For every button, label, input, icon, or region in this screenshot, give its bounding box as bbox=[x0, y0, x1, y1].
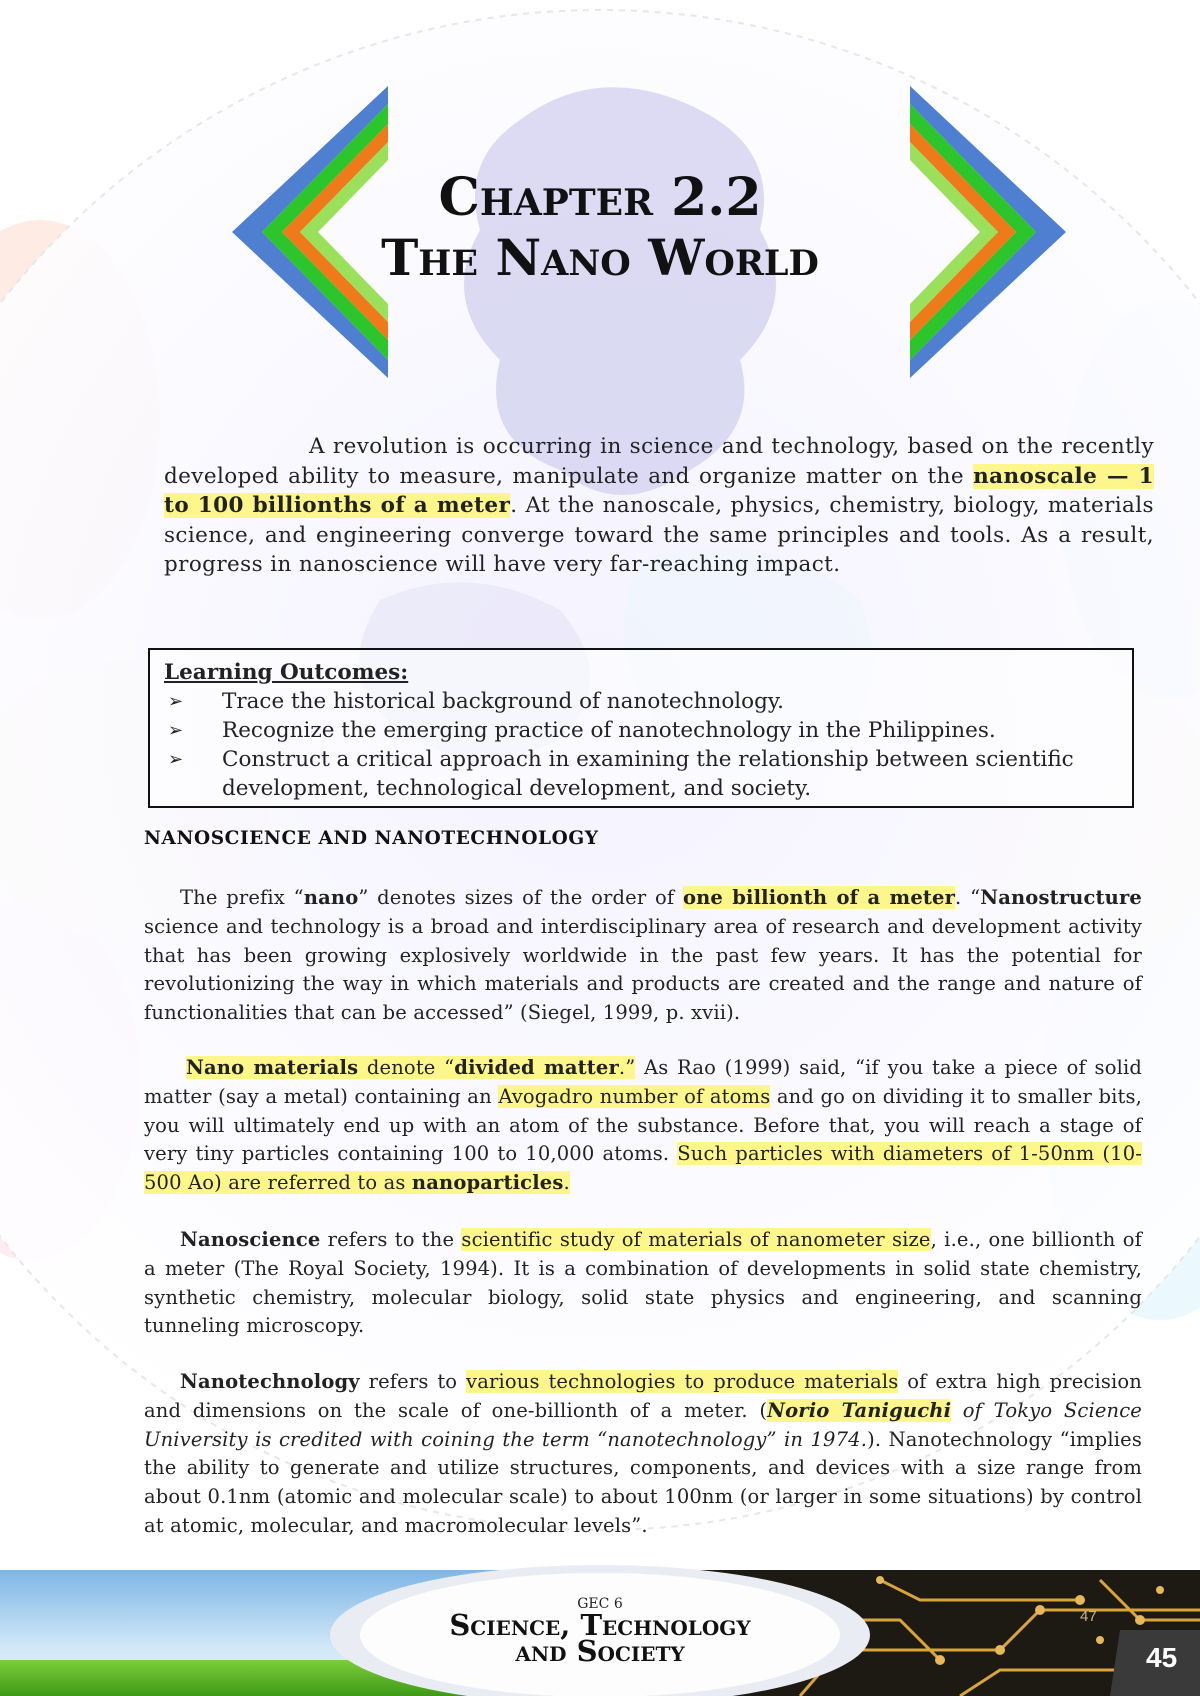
section-heading: NANOSCIENCE AND NANOTECHNOLOGY bbox=[144, 828, 599, 849]
faded-page-number: 47 bbox=[1080, 1608, 1097, 1625]
list-item: ➢ Trace the historical background of nanotechnology. bbox=[168, 689, 785, 714]
learning-outcomes-box bbox=[148, 648, 1134, 808]
paragraph-nano-materials: Nano materials denote “divided matter.” As Rao (1999) said, “if you take a piece of solid matter (say a metal) containing an Avogadro number of atoms and go on dividing it to smaller bits, you will ultimately end up with an atom of the substance. Before that, you will reach a stage of very tiny particles containing 100 to 10,000 atoms. Such particles with diameters of 1-50nm (10-500 Ao) are referred to as nanoparticles. bbox=[144, 1056, 1143, 1195]
paragraph-nanoscience: Nanoscience refers to the scientific study of materials of nanometer size, i.e., one billionth of a meter (The Royal Society, 1994). It is a combination of developments in solid state chemistry, synthetic chemistry, molecular biology, solid state physics and engineering, and scanning tunneling microscopy. bbox=[144, 1228, 1142, 1338]
intro-paragraph bbox=[164, 432, 1154, 580]
intro-text: A revolution is occurring in science and technology, based on the recently developed ability to measure, manipulate and organize matter on the bbox=[164, 434, 1154, 489]
arrow-bullet-icon: ➢ bbox=[168, 691, 184, 712]
paragraph-nano-prefix: The prefix “nano” denotes sizes of the order of one billionth of a meter. “Nanostructure science and technology is a broad and interdisciplinary area of research and development activity that has been growing explosively worldwide in the past few years. It has the potential for revolutionizing the way in which materials and products are created and the range and nature of functionalities that can be accessed” (Siegel, 1999, p. xvii). bbox=[144, 886, 1142, 1025]
learning-outcomes-title: Learning Outcomes: bbox=[164, 660, 409, 685]
chapter-number: Chapter 2.2 bbox=[438, 167, 762, 228]
right-chevron-decoration bbox=[908, 84, 1068, 380]
paragraph-nanotechnology: Nanotechnology refers to various technologies to produce materials of extra high precision and dimensions on the scale of one-billionth of a meter. (Norio Taniguchi of Tokyo Science University is credited with coining the term “nanotechnology” in 1974.). Nanotechnology “implies the ability to generate and utilize structures, components, and devices with a size range from about 0.1nm (atomic and molecular scale) to about 100nm (or larger in some situations) by control at atomic, molecular, and macromolecular levels”. bbox=[144, 1370, 1143, 1537]
list-item: ➢ Recognize the emerging practice of nanotechnology in the Philippines. bbox=[168, 718, 996, 743]
page-number: 45 bbox=[1146, 1642, 1178, 1673]
chapter-name: The Nano World bbox=[381, 228, 819, 287]
intro-text-end: . At the nanoscale, physics, chemistry, biology, materials science, and engineering converge toward the same principles and tools. As a result, progress in nanoscience will have very far-reaching impact. bbox=[164, 493, 1154, 577]
chapter-title bbox=[330, 168, 870, 288]
learning-outcomes-list bbox=[164, 687, 1118, 803]
list-item: ➢ Construct a critical approach in examining the relationship between scientific development, technological development, and society. bbox=[168, 747, 1074, 801]
arrow-bullet-icon: ➢ bbox=[168, 720, 184, 741]
intro-highlight: nanoscale — 1 to 100 billionths of a meter bbox=[164, 463, 1154, 518]
course-code: GEC 6 bbox=[577, 1596, 623, 1612]
arrow-bullet-icon: ➢ bbox=[168, 749, 184, 770]
course-title: Science, Technology and Society bbox=[449, 1608, 751, 1668]
